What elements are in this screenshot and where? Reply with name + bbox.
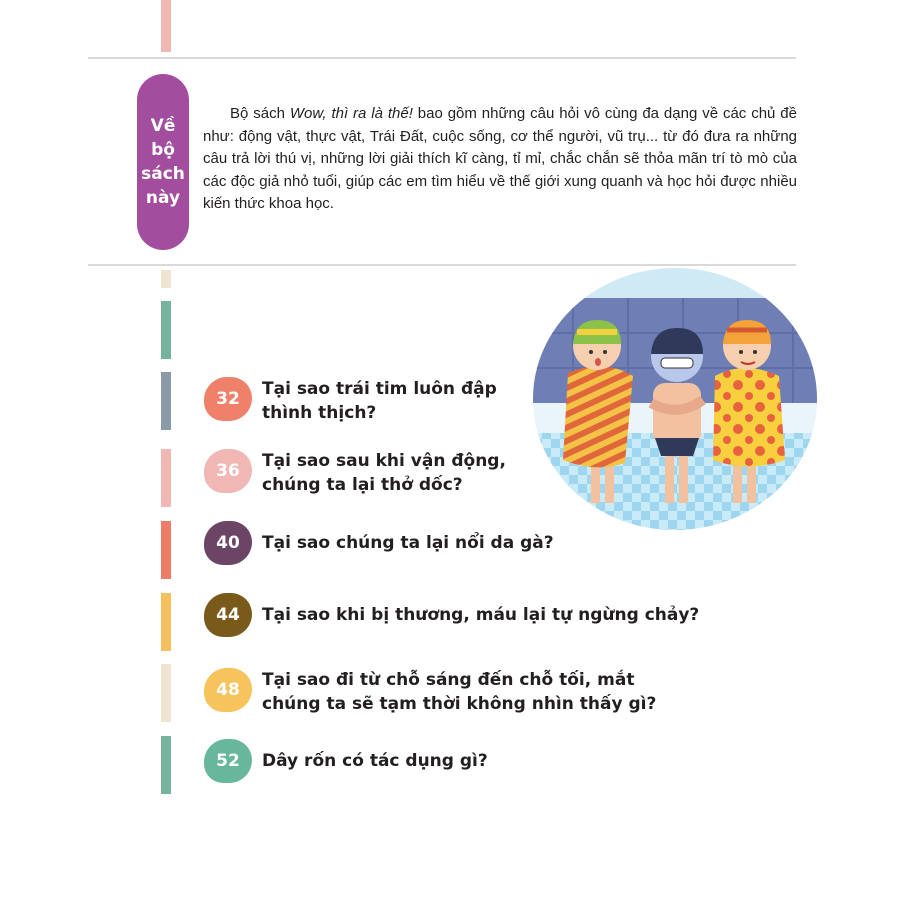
deco-strip-4 [161, 372, 171, 430]
page-number-badge: 36 [204, 449, 252, 493]
question-line: thình thịch? [262, 403, 377, 423]
about-text-rest: bao gồm những câu hỏi vô cùng đa dạng về các chủ đề như: động vật, thực vật, Trái Đất, cuộc sống, cơ thể người, vũ trụ... từ đó đưa ra những câu trả lời thú vị, những lời giải thích kĩ càng, tỉ mỉ, chắc chắn sẽ thỏa mãn trí tò mò của các độc giả nhỏ tuổi, giúp các em tìm hiểu về thế giới xung quanh và học hỏi được nhiều kiến thức khoa học. [203, 105, 797, 212]
about-text-start: Bộ sách [230, 105, 290, 122]
top-divider [88, 57, 796, 59]
page-number-badge: 32 [204, 377, 252, 421]
question-line: chúng ta lại thở dốc? [262, 475, 463, 495]
question-text [262, 377, 497, 425]
question-text [262, 449, 506, 497]
deco-strip-5 [161, 449, 171, 507]
deco-strip-7 [161, 593, 171, 651]
badge-word: bộ [151, 140, 175, 160]
bottom-divider [88, 264, 796, 266]
question-line: chúng ta sẽ tạm thời không nhìn thấy gì? [262, 694, 657, 714]
badge-word: Về [150, 116, 176, 136]
question-text [262, 603, 699, 627]
question-text [262, 531, 554, 555]
question-line: Tại sao chúng ta lại nổi da gà? [262, 533, 554, 553]
about-book-badge [137, 74, 189, 250]
question-line: Tại sao trái tim luôn đập [262, 379, 497, 399]
page-number-badge: 52 [204, 739, 252, 783]
question-line: Tại sao sau khi vận động, [262, 451, 506, 471]
badge-word: sách [141, 164, 185, 184]
question-line: Tại sao khi bị thương, máu lại tự ngừng chảy? [262, 605, 700, 625]
deco-strip-2 [161, 270, 171, 288]
question-line: Dây rốn có tác dụng gì? [262, 751, 488, 771]
deco-strip-8 [161, 664, 171, 722]
question-text [262, 749, 488, 773]
page-number-badge: 48 [204, 668, 252, 712]
deco-strip-6 [161, 521, 171, 579]
page-number-badge: 44 [204, 593, 252, 637]
page-number-badge: 40 [204, 521, 252, 565]
question-line: Tại sao đi từ chỗ sáng đến chỗ tối, mắt [262, 670, 635, 690]
question-text [262, 668, 656, 716]
deco-strip-1 [161, 0, 171, 52]
deco-strip-9 [161, 736, 171, 794]
swimming-kids-illustration [533, 268, 817, 530]
deco-strip-3 [161, 301, 171, 359]
book-series-title: Wow, thì ra là thế! [289, 105, 413, 122]
about-book-text [203, 103, 797, 216]
badge-word: này [145, 188, 181, 208]
